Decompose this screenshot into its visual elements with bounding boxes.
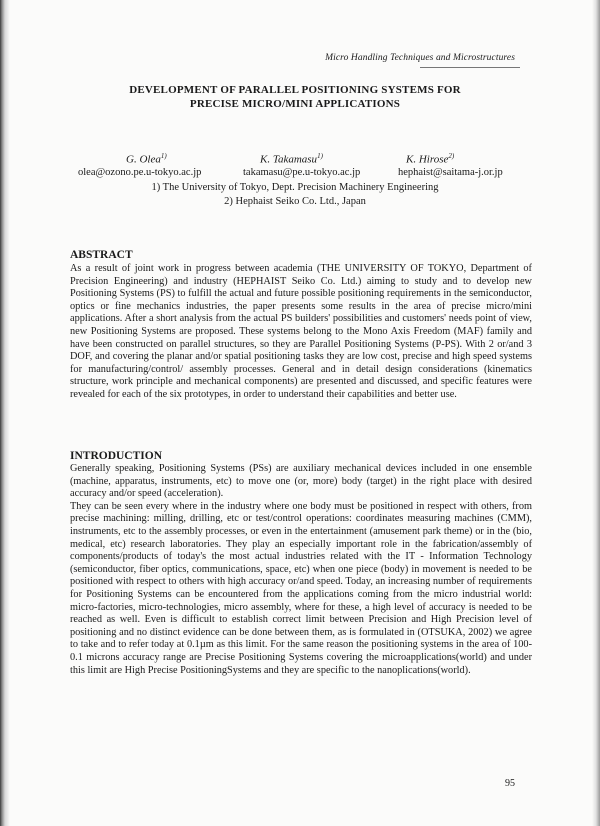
- affiliation-2: 2) Hephaist Seiko Co. Ltd., Japan: [224, 196, 366, 207]
- author-3: [406, 152, 454, 166]
- author-2: [260, 152, 323, 166]
- author-names: [78, 152, 538, 166]
- author-1-affil-mark: 1): [160, 152, 167, 160]
- abstract-heading: ABSTRACT: [70, 249, 133, 261]
- author-3-affil-mark: 2): [448, 152, 455, 160]
- scan-shadow-right: [592, 0, 600, 826]
- author-1: [126, 152, 167, 166]
- paper-title: [60, 83, 530, 111]
- introduction-body: [70, 463, 532, 677]
- affiliation-1: 1) The University of Tokyo, Dept. Precision Machinery Engineering: [151, 182, 439, 193]
- abstract-body: [70, 263, 532, 402]
- author-3-email: hephaist@saitama-j.or.jp: [398, 167, 503, 178]
- abstract-text: As a result of joint work in progress between academia (THE UNIVERSITY OF TOKYO, Department of Precision Engineering) and industry (HEPHAIST Seiko Co. Ltd.) aiming to study and to develop new Positioning Systems (PS) to fulfill the actual and future possible positioning requirements in the semiconductor, optics or fine mechanics industries, the paper presents some results in the area of precise micro/mini applications. After a short analysis from the actual PS builders' possibilities and customers' needs point of view, new Positioning Systems are proposed. These systems belong to the Mono Axis Freedom (MAF) family and have been constructed on parallel structures, so they are Parallel Positioning Systems (P-PS). With 2 or/and 3 DOF, and covering the planar and/or spatial positioning tasks they are low cost, precise and high speed systems for manufacturing/control/ assembly processes. General and in detail design considerations (kinematics structure, work principle and mechanical components) are presented and discussed, and specific features were revealed for each of the six prototypes, in order to understand their capabilities and better use.: [70, 263, 532, 400]
- running-head: Micro Handling Techniques and Microstructures: [325, 53, 515, 63]
- scan-shadow-left: [0, 0, 10, 826]
- title-line-2: PRECISE MICRO/MINI APPLICATIONS: [189, 98, 401, 110]
- author-2-name: K. Takamasu: [260, 153, 318, 166]
- title-line-1: DEVELOPMENT OF PARALLEL POSITIONING SYSTEMS FOR: [129, 84, 461, 96]
- introduction-paragraph-2: They can be seen every where in the industry where one body must be positioned in respect with others, from precise machining: milling, drilling, etc or test/control operations: coordinates measuring machines (CMM), instruments, etc to the assembly processes, or even in the entertainment (amusement park theme) or in the (bio, medical, etc) research laboratories. They play an especially important role in the fabrication/assembly of components/products of today's the most actual industries related with the IT - Information Technology (semiconductor, fiber optics, communications, space, etc) when one piece (body) in movement is needed to be positioned with respect to others with high accuracy or/and speed. Today, an increasing number of requirements for Positioning Systems can be encountered from the applications coming from the micro industrial world: micro-factories, micro-technologies, micro assembly, where for these, a high level of accuracy is needed to be reached as well. Even is difficult to establish correct limit between Precision and High Precision level of positioning and no distinct evidence can be done between them, as is formulated in (OTSUKA, 2002) we agree to take and to refer today at 0.1µm as this limit. For the same reason the positioning systems in the area of 100-0.1 microns accuracy range are Precise Positioning Systems covering the microapplications(world) and under this limit are High Precise PositioningSystems and they are specific to the nanoplications(world).: [70, 500, 532, 676]
- author-2-affil-mark: 1): [317, 152, 323, 160]
- author-emails: [78, 167, 548, 181]
- author-1-email: olea@ozono.pe.u-tokyo.ac.jp: [78, 167, 202, 178]
- introduction-heading: INTRODUCTION: [70, 450, 163, 462]
- author-1-name: G. Olea: [126, 153, 161, 166]
- author-2-email: takamasu@pe.u-tokyo.ac.jp: [243, 167, 361, 178]
- introduction-paragraph-1: Generally speaking, Positioning Systems (PSs) are auxiliary mechanical devices included in one ensemble (machine, apparatus, instruments, etc) to move one (or, more) body (target) in the right place with desired accuracy and/or speed (acceleration).: [70, 463, 532, 500]
- author-3-name: K. Hirose: [406, 153, 449, 166]
- page-number: 95: [505, 778, 515, 789]
- running-head-rule: [420, 67, 520, 68]
